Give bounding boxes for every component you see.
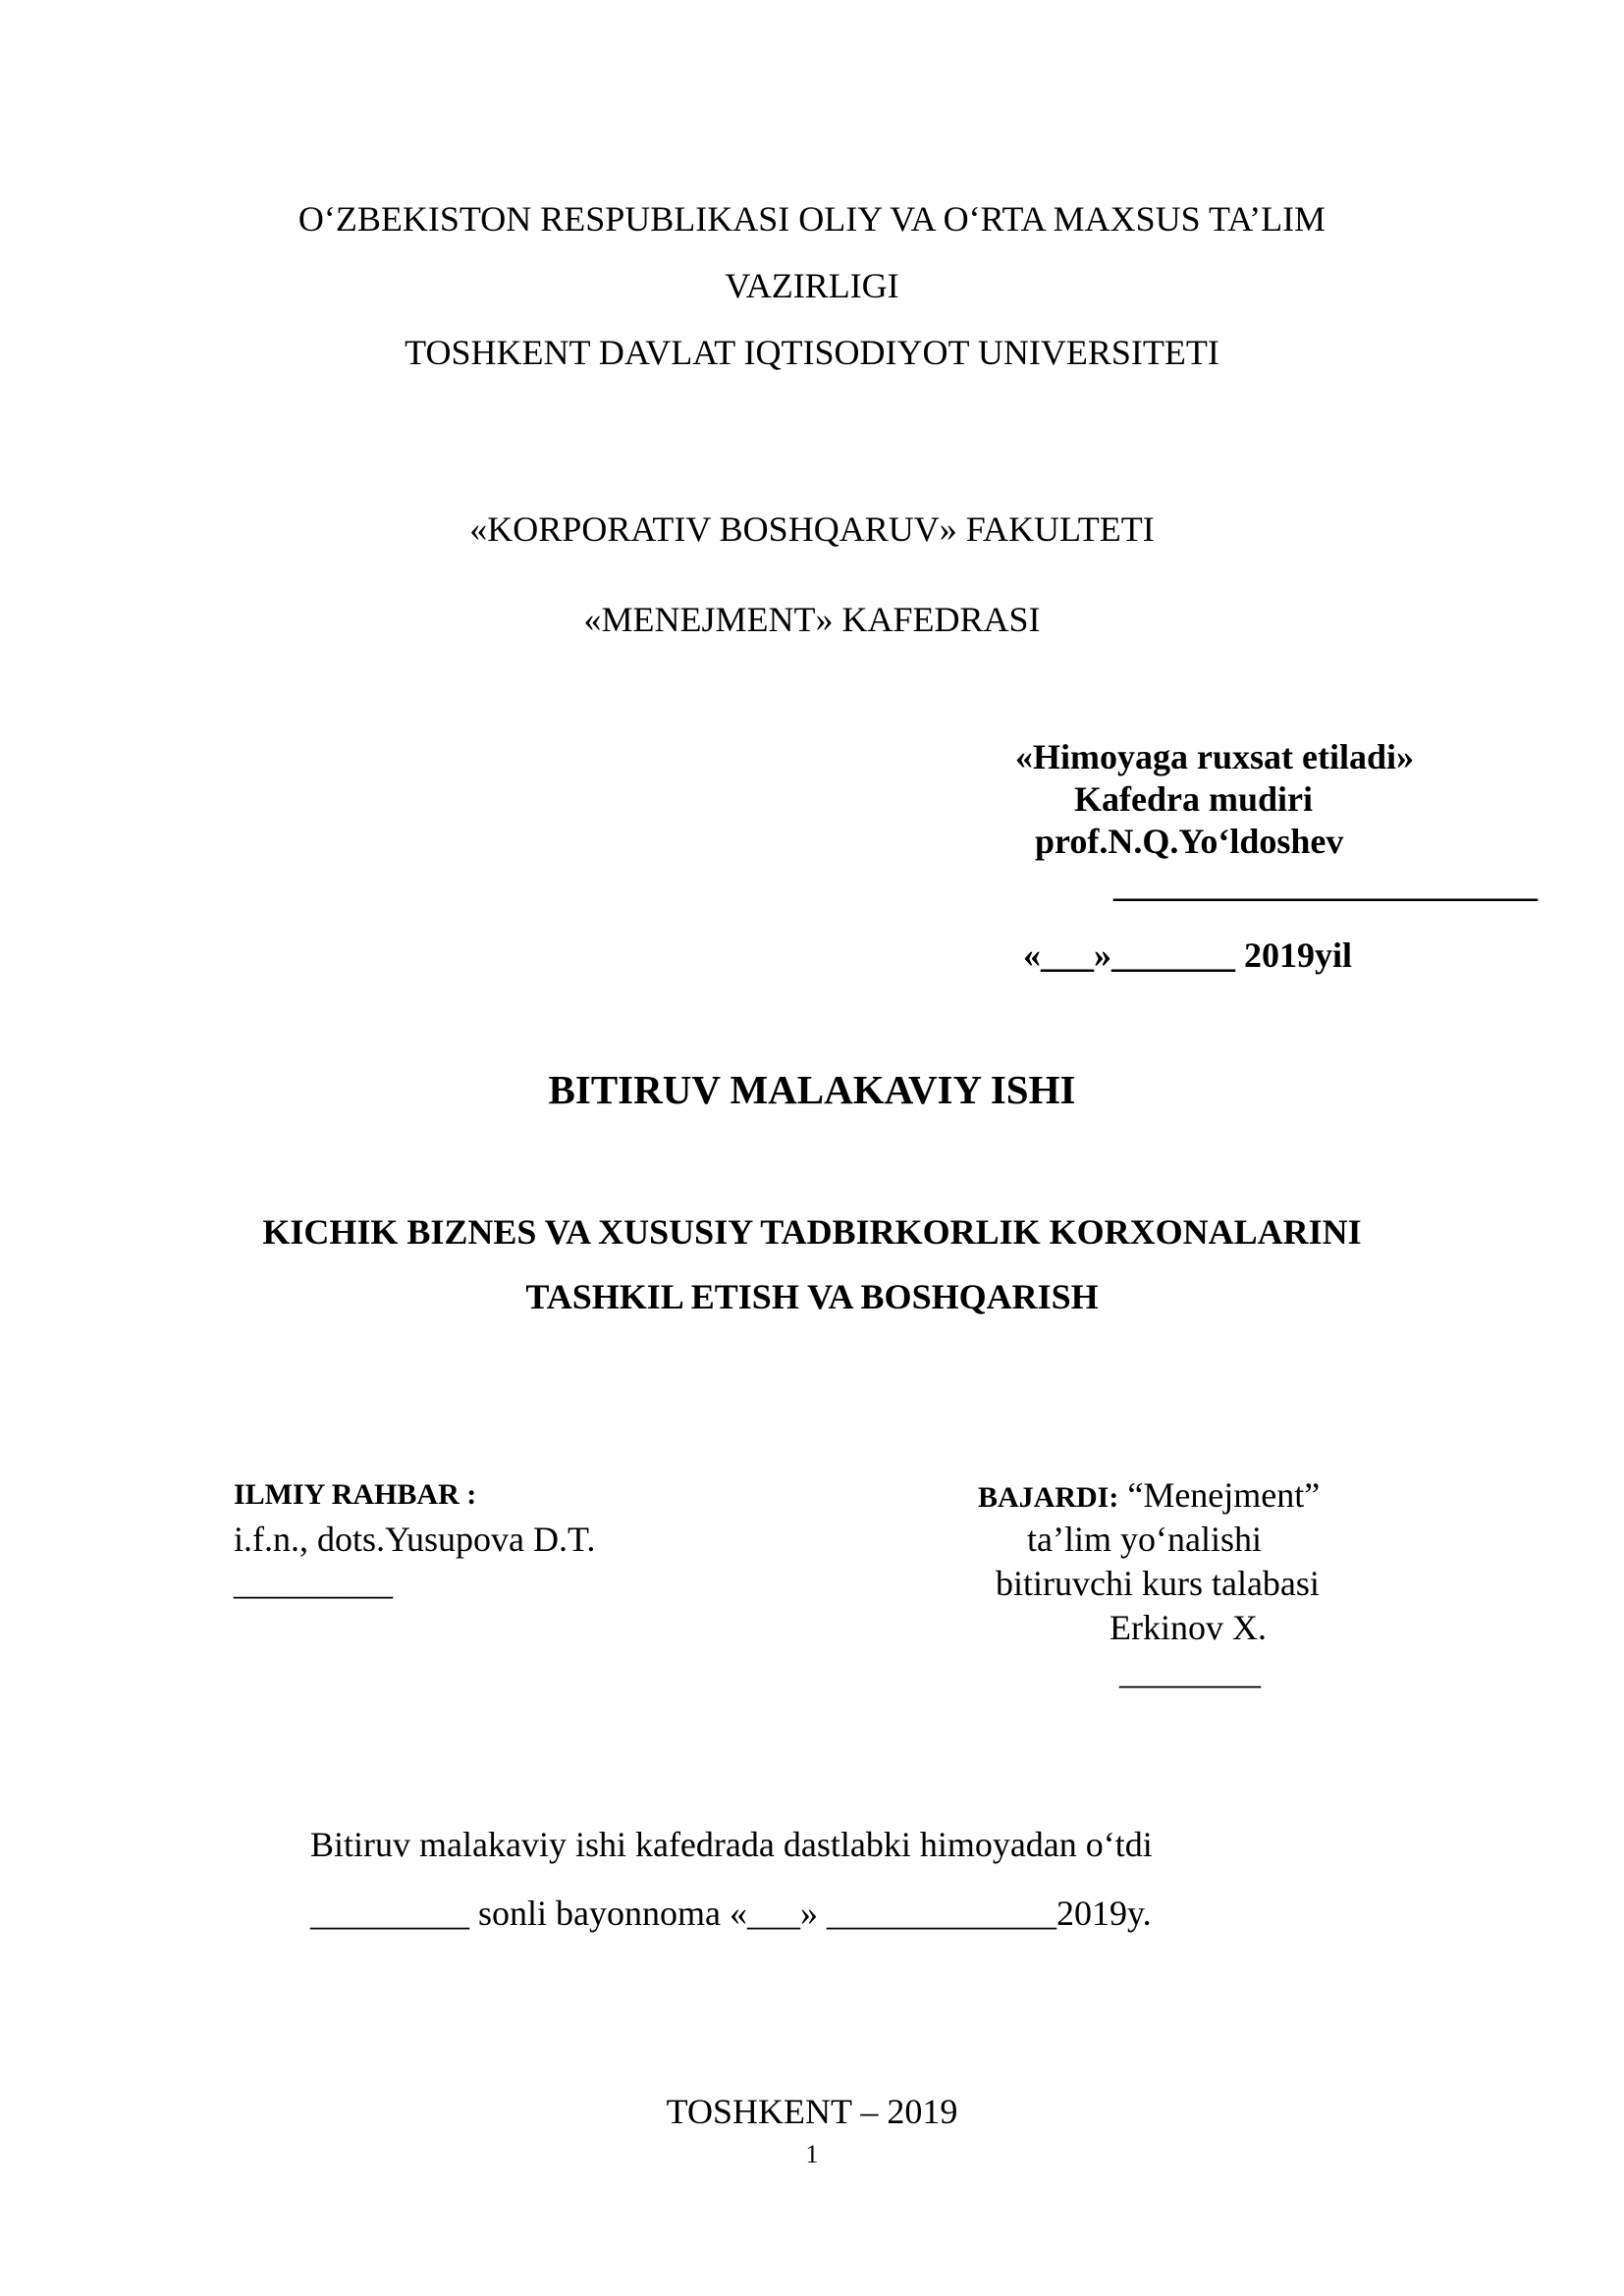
student-label: BAJARDI: [978, 1481, 1119, 1514]
student-name: Erkinov X. [1110, 1608, 1267, 1647]
student-signature-line: ________ [1119, 1652, 1261, 1691]
approval-permit: «Himoyaga ruxsat etiladi» [1015, 737, 1414, 776]
supervisor-name: i.f.n., dots.Yusupova D.T. [234, 1520, 596, 1559]
faculty-name: «KORPORATIV BOSHQARUV» FAKULTETI [469, 509, 1155, 549]
defense-line-2: _________ sonli bayonnoma «___» _____________2019y. [310, 1894, 1152, 1933]
department-name: «MENEJMENT» KAFEDRASI [583, 600, 1041, 639]
approval-role: Kafedra mudiri [1074, 779, 1313, 819]
supervisor-signature-line: _________ [234, 1563, 393, 1602]
topic-line-1: KICHIK BIZNES VA XUSUSIY TADBIRKORLIK KORXONALARINI [262, 1212, 1362, 1252]
student-header [978, 1474, 1320, 1516]
approval-signature-line: ________________________ [1113, 865, 1538, 904]
supervisor-label: ILMIY RAHBAR : [234, 1478, 477, 1511]
approval-date-line: «___»_______ 2019yil [1023, 935, 1353, 975]
document-type-title: BITIRUV MALAKAVIY ISHI [548, 1067, 1076, 1112]
ministry-line-1: O‘ZBEKISTON RESPUBLIKASI OLIY VA O‘RTA MAXSUS TA’LIM [298, 199, 1326, 239]
approval-name: prof.N.Q.Yo‘ldoshev [1035, 822, 1344, 861]
defense-line-1: Bitiruv malakaviy ishi kafedrada dastlabki himoyadan o‘tdi [310, 1825, 1153, 1864]
city-year: TOSHKENT – 2019 [666, 2092, 958, 2131]
student-line-3: bitiruvchi kurs talabasi [996, 1564, 1320, 1603]
page-number: 1 [805, 2140, 819, 2168]
topic-line-2: TASHKIL ETISH VA BOSHQARISH [525, 1277, 1099, 1316]
university-name: TOSHKENT DAVLAT IQTISODIYOT UNIVERSITETI [405, 333, 1219, 372]
ministry-line-2: VAZIRLIGI [725, 266, 899, 305]
student-program: “Menejment” [1118, 1475, 1321, 1515]
student-line-2: ta’lim yo‘nalishi [1027, 1520, 1262, 1559]
